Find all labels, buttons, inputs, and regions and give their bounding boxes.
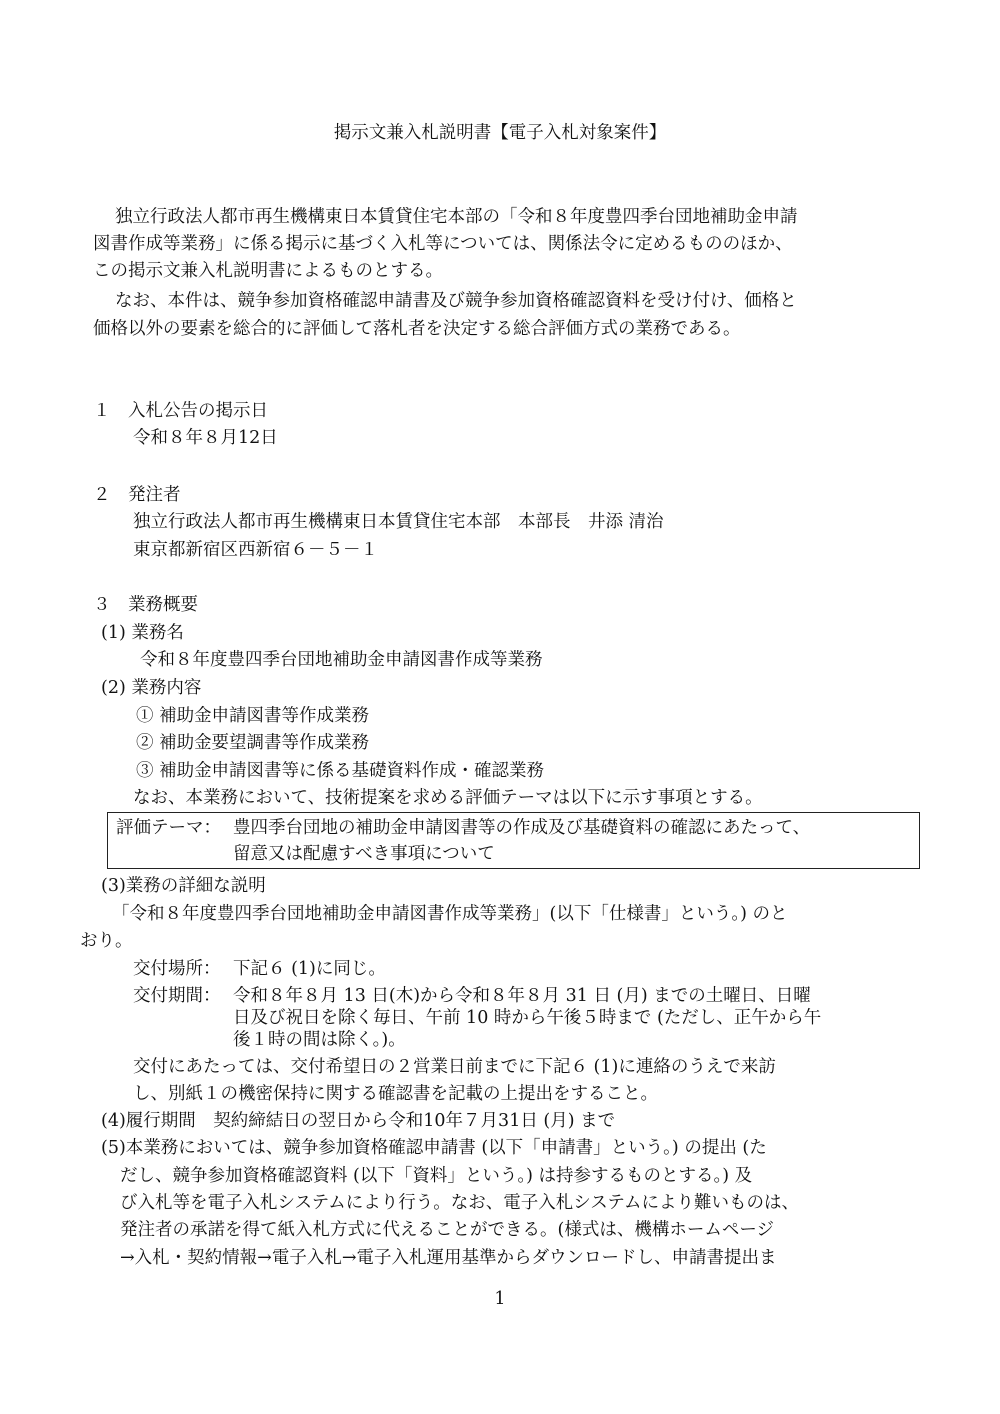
distribution-period-line: 日及び祝日を除く毎日、午前 10 時から午後５時まで (ただし、正午から午 bbox=[233, 1008, 822, 1028]
item-3-label: (3)業務の詳細な説明 bbox=[101, 876, 266, 896]
section-1-heading: １ 入札公告の掲示日 bbox=[93, 401, 268, 421]
orderer-address: 東京都新宿区西新宿６－５－１ bbox=[133, 540, 378, 560]
intro-line: 独立行政法人都市再生機構東日本賃貸住宅本部の「令和８年度豊四季台団地補助金申請 bbox=[115, 207, 798, 227]
work-item: ③ 補助金申請図書等に係る基礎資料作成・確認業務 bbox=[136, 761, 545, 781]
distribution-place-label: 交付場所： bbox=[133, 959, 221, 979]
item-5-line: →入札・契約情報→電子入札→電子入札運用基準からダウンロードし、申請書提出ま bbox=[120, 1248, 777, 1268]
orderer-organization: 独立行政法人都市再生機構東日本賃貸住宅本部 本部長 井添 清治 bbox=[133, 512, 664, 532]
item-1-label: (1) 業務名 bbox=[101, 623, 184, 643]
page-title: 掲示文兼入札説明書【電子入札対象案件】 bbox=[333, 123, 667, 143]
item-5-line: 発注者の承諾を得て紙入札方式に代えることができる。(様式は、機構ホームページ bbox=[120, 1220, 774, 1240]
distribution-period-label: 交付期間： bbox=[133, 986, 221, 1006]
item-5-line: び入札等を電子入札システムにより行う。なお、電子入札システムにより難いものは、 bbox=[120, 1193, 799, 1213]
section-3-heading: ３ 業務概要 bbox=[93, 595, 198, 615]
delivery-note-line: 交付にあたっては、交付希望日の２営業日前までに下記６ (1)に連絡のうえで来訪 bbox=[133, 1057, 776, 1077]
item-2-label: (2) 業務内容 bbox=[101, 678, 202, 698]
section-2-heading: ２ 発注者 bbox=[93, 485, 181, 505]
item-3-line: 「令和８年度豊四季台団地補助金申請図書作成等業務」(以下「仕様書」という。) のと bbox=[112, 904, 788, 924]
page-number: 1 bbox=[494, 1289, 506, 1309]
posting-date: 令和８年８月12日 bbox=[133, 428, 278, 448]
distribution-place-value: 下記６ (1)に同じ。 bbox=[233, 959, 386, 979]
distribution-period-line: 後１時の間は除く。)。 bbox=[233, 1030, 406, 1050]
work-item: ② 補助金要望調書等作成業務 bbox=[136, 733, 370, 753]
evaluation-note: なお、本業務において、技術提案を求める評価テーマは以下に示す事項とする。 bbox=[133, 788, 763, 808]
intro-line: 価格以外の要素を総合的に評価して落札者を決定する総合評価方式の業務である。 bbox=[93, 319, 741, 339]
intro-line: なお、本件は、競争参加資格確認申請書及び競争参加資格確認資料を受け付け、価格と bbox=[115, 291, 797, 311]
evaluation-theme-line: 豊四季台団地の補助金申請図書等の作成及び基礎資料の確認にあたって、 bbox=[233, 818, 811, 838]
delivery-note-line: し、別紙１の機密保持に関する確認書を記載の上提出をすること。 bbox=[133, 1084, 658, 1104]
intro-line: この掲示文兼入札説明書によるものとする。 bbox=[93, 261, 443, 281]
item-4-performance-period: (4)履行期間 契約締結日の翌日から令和10年７月31日 (月) まで bbox=[101, 1111, 616, 1131]
distribution-period-line: 令和８年８月 13 日(木)から令和８年８月 31 日 (月) までの土曜日、日曜 bbox=[233, 986, 811, 1006]
item-3-line: おり。 bbox=[80, 931, 133, 951]
item-5-line: だし、競争参加資格確認資料 (以下「資料」という。) は持参するものとする。) 及 bbox=[120, 1166, 753, 1186]
evaluation-theme-line: 留意又は配慮すべき事項について bbox=[233, 844, 495, 864]
work-item: ① 補助金申請図書等作成業務 bbox=[136, 706, 370, 726]
item-5-line: (5)本業務においては、競争参加資格確認申請書 (以下「申請書」という。) の提出 (た bbox=[101, 1138, 767, 1158]
evaluation-theme-label: 評価テーマ： bbox=[116, 818, 221, 838]
intro-line: 図書作成等業務」に係る掲示に基づく入札等については、関係法令に定めるもののほか、 bbox=[93, 234, 793, 254]
project-name: 令和８年度豊四季台団地補助金申請図書作成等業務 bbox=[140, 650, 543, 670]
